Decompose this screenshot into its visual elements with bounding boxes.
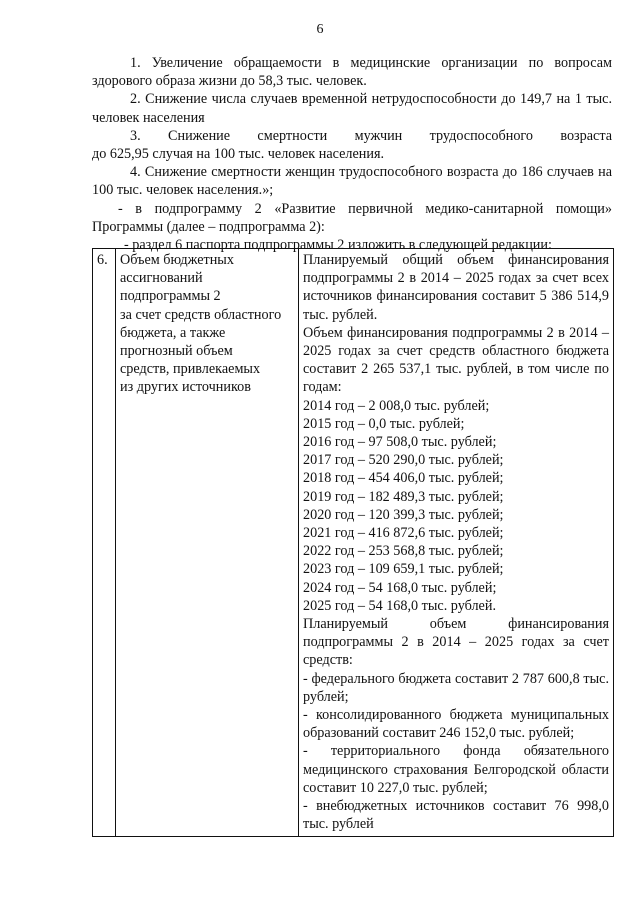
page-number: 6 bbox=[316, 22, 324, 37]
paragraph-item-2: 2. Снижение числа случаев временной нетрудоспособности до 149,7 на 1 тыс. человек населения bbox=[92, 91, 612, 126]
year-line: 2015 год – 0,0 тыс. рублей; bbox=[303, 415, 465, 432]
year-line: 2022 год – 253 568,8 тыс. рублей; bbox=[303, 543, 504, 560]
year-line: 2017 год – 520 290,0 тыс. рублей; bbox=[303, 452, 504, 469]
regional-budget-text: Объем финансирования подпрограммы 2 в 2014 – 2025 годах за счет средств областного бюджета составит 2 265 537,1 тыс. рублей, в том числе по годам: bbox=[303, 324, 609, 396]
label-line: прогнозный объем bbox=[120, 343, 233, 360]
row-label bbox=[116, 249, 299, 837]
row-value bbox=[299, 249, 614, 837]
label-line: ассигнований bbox=[120, 270, 203, 287]
year-line: 2023 год – 109 659,1 тыс. рублей; bbox=[303, 561, 504, 578]
year-line: 2016 год – 97 508,0 тыс. рублей; bbox=[303, 434, 497, 451]
label-line: за счет средств областного bbox=[120, 306, 282, 323]
year-line: 2014 год – 2 008,0 тыс. рублей; bbox=[303, 397, 490, 414]
paragraph-section-6: - раздел 6 паспорта подпрограммы 2 изложить в следующей редакции: bbox=[124, 237, 552, 254]
year-line: 2019 год – 182 489,3 тыс. рублей; bbox=[303, 488, 504, 505]
planned-sources-heading: Планируемый объем финансирования подпрограммы 2 в 2014 – 2025 годах за счет средств: bbox=[303, 616, 609, 669]
year-line: 2021 год – 416 872,6 тыс. рублей; bbox=[303, 525, 504, 542]
paragraph-item-4: 4. Снижение смертности женщин трудоспособного возраста до 186 случаев на 100 тыс. человек населения.»; bbox=[92, 164, 612, 199]
label-line: подпрограммы 2 bbox=[120, 288, 221, 305]
passport-table bbox=[92, 248, 614, 837]
source-federal: - федерального бюджета составит 2 787 600,8 тыс. рублей; bbox=[303, 670, 609, 705]
year-line: 2020 год – 120 399,3 тыс. рублей; bbox=[303, 506, 504, 523]
source-oms-fund: - территориального фонда обязательного медицинского страхования Белгородской области составит 10 227,0 тыс. рублей; bbox=[303, 743, 609, 796]
label-line: из других источников bbox=[120, 379, 251, 396]
paragraph-item-3-continued: до 625,95 случая на 100 тыс. человек населения. bbox=[92, 146, 385, 163]
table-row bbox=[93, 249, 614, 837]
document-body bbox=[92, 54, 612, 254]
year-line: 2018 год – 454 406,0 тыс. рублей; bbox=[303, 470, 504, 487]
year-line: 2025 год – 54 168,0 тыс. рублей. bbox=[303, 597, 496, 614]
paragraph-subprogram-2: - в подпрограмму 2 «Развитие первичной медико-санитарной помощи» Программы (далее – подпрограмма 2): bbox=[92, 200, 612, 235]
source-extrabudgetary: - внебюджетных источников составит 76 998,0 тыс. рублей bbox=[303, 798, 609, 833]
label-line: Объем бюджетных bbox=[120, 252, 234, 268]
label-line: средств, привлекаемых bbox=[120, 361, 261, 378]
label-line: бюджета, а также bbox=[120, 324, 226, 341]
total-financing-text: Планируемый общий объем финансирования подпрограммы 2 в 2014 – 2025 годах за счет всех источников финансирования составит 5 386 514,9 тыс. рублей. bbox=[303, 252, 609, 323]
source-municipal: - консолидированного бюджета муниципальных образований составит 246 152,0 тыс. рублей; bbox=[303, 707, 609, 742]
year-line: 2024 год – 54 168,0 тыс. рублей; bbox=[303, 579, 497, 596]
paragraph-item-3: 3. Снижение смертности мужчин трудоспособного возраста bbox=[130, 127, 612, 144]
paragraph-item-1: 1. Увеличение обращаемости в медицинские организации по вопросам здорового образа жизни до 58,3 тыс. человек. bbox=[92, 55, 612, 90]
row-number: 6. bbox=[93, 249, 116, 837]
